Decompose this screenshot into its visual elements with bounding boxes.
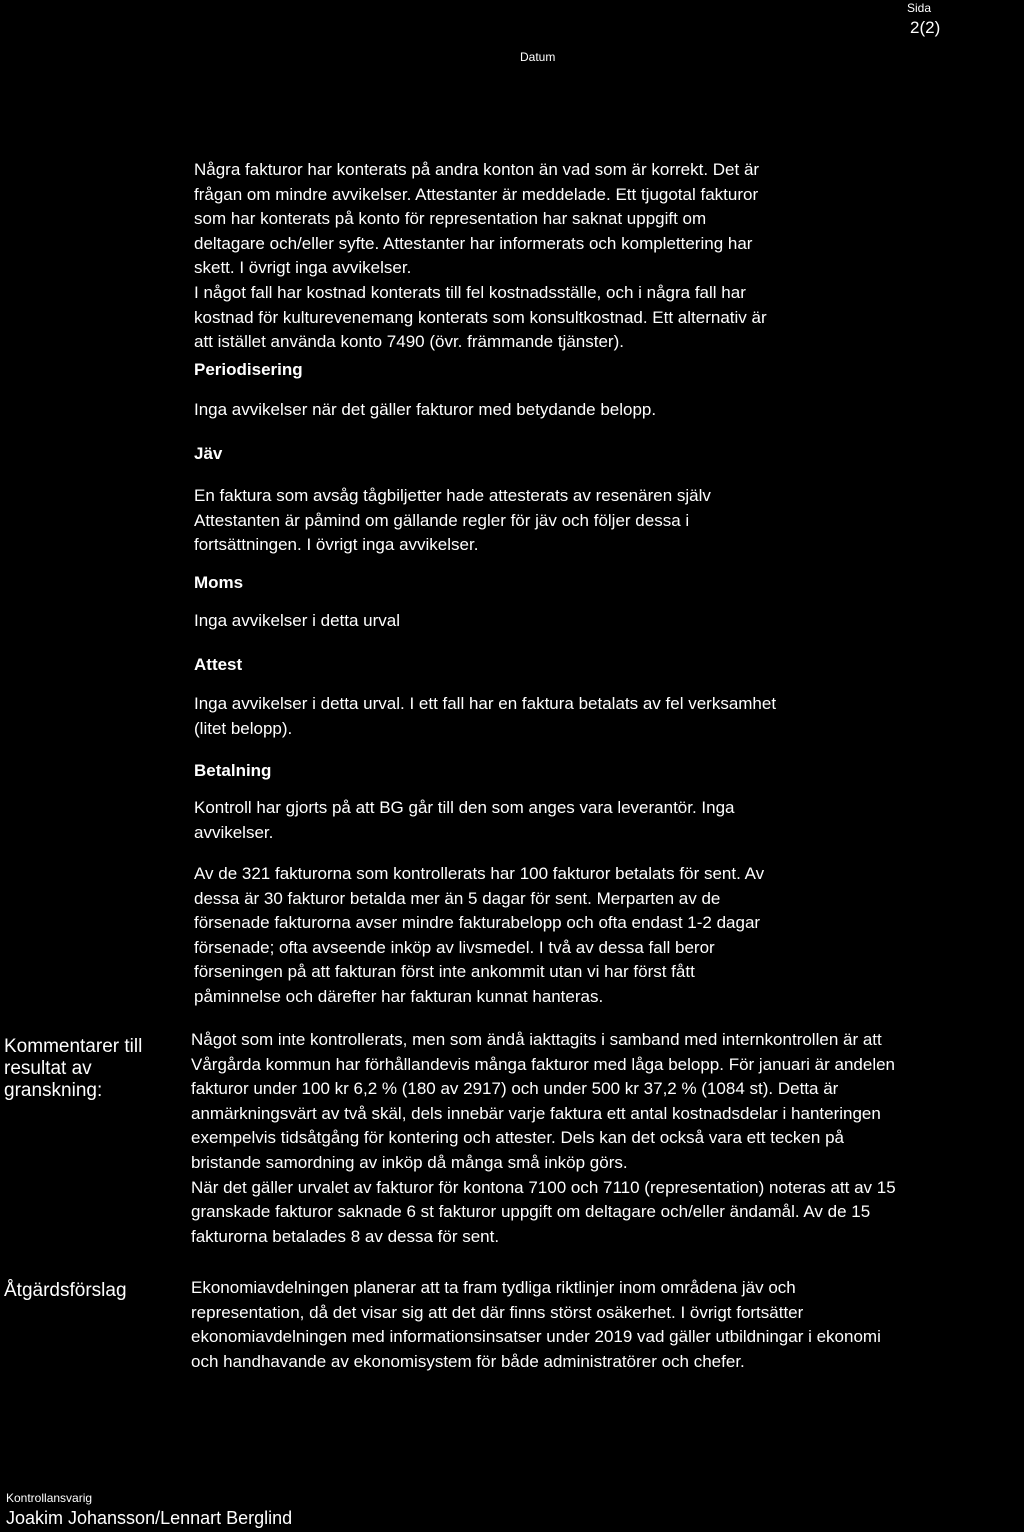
responsible-name: Joakim Johansson/Lennart Berglind: [6, 1508, 293, 1528]
attest-text: Inga avvikelser i detta urval. I ett fall har en faktura betalats av fel verksamhet (litet belopp).: [194, 694, 777, 738]
heading-periodisering: Periodisering: [194, 360, 303, 379]
periodisering-text: Inga avvikelser när det gäller fakturor med betydande belopp.: [194, 400, 657, 419]
betalning-text-2: Av de 321 fakturorna som kontrollerats har 100 fakturor betalats för sent. Av dessa är 30 fakturor betalda mer än 5 dagar för sent. Merparten av de försenade fakturorna avser mindre fakturabelopp och ofta endast 1-2 dagar försenade; ofta avseende inköp av livsmedel. I två av dessa fall beror förseningen på att fakturan först inte ankommit utan vi har först fått påminnelse och därefter har fakturan kunnat hanteras.: [194, 864, 765, 1006]
heading-attest: Attest: [194, 655, 243, 674]
page-label: Sida: [907, 1, 932, 15]
responsible-label: Kontrollansvarig: [6, 1491, 93, 1505]
page-number: 2(2): [910, 18, 941, 37]
heading-moms: Moms: [194, 573, 244, 592]
action-proposal-text: Ekonomiavdelningen planerar att ta fram tydliga riktlinjer inom områdena jäv och representation, då det visar sig att det där finns störst osäkerhet. I övrigt fortsätter ekonomiavdelningen med informationsinsatser under 2019 vad gäller utbildningar i ekonomi och handhavande av ekonomisystem för både administratörer och chefer.: [191, 1278, 881, 1371]
betalning-text-1: Kontroll har gjorts på att BG går till den som anges vara leverantör. Inga avvikelser.: [194, 798, 735, 842]
heading-jav: Jäv: [194, 444, 223, 463]
date-label: Datum: [520, 50, 556, 64]
intro-paragraph: Några fakturor har konterats på andra konton än vad som är korrekt. Det är frågan om mindre avvikelser. Attestanter är meddelade. Ett tjugotal fakturor som har konterats på konto för representation har saknat uppgift om deltagare och/eller syfte. Attestanter har informerats och komplettering har skett. I övrigt inga avvikelser. I något fall har kostnad konterats till fel kostnadsställe, och i några fall har kostnad för kulturevenemang konterats som konsultkostnad. Ett alternativ är att istället använda konto 7490 (övr. främmande tjänster).: [194, 160, 767, 352]
comments-label: Kommentarer till resultat av granskning:: [4, 1036, 143, 1101]
heading-betalning: Betalning: [194, 761, 272, 780]
action-proposal-label: Åtgärdsförslag: [4, 1280, 127, 1301]
moms-text: Inga avvikelser i detta urval: [194, 611, 400, 630]
jav-text: En faktura som avsåg tågbiljetter hade attesterats av resenären själv Attestanten är påmind om gällande regler för jäv och följer dessa i fortsättningen. I övrigt inga avvikelser.: [194, 486, 711, 555]
comments-text: Något som inte kontrollerats, men som ändå iakttagits i samband med internkontrollen är att Vårgårda kommun har förhållandevis många fakturor med låga belopp. För januari är andelen fakturor under 100 kr 6,2 % (180 av 2917) och under 500 kr 37,2 % (1084 st). Detta är anmärkningsvärt av två skäl, dels innebär varje faktura ett antal kostnadsdelar i hanteringen exempelvis tidsåtgång för kontering och attester. Dels kan det också vara ett tecken på bristande samordning av inköp då många små inköp görs. När det gäller urvalet av fakturor för kontona 7100 och 7110 (representation) noteras att av 15 granskade fakturor saknade 6 st fakturor uppgift om deltagare och/eller ändamål. Av de 15 fakturorna betalades 8 av dessa för sent.: [191, 1030, 896, 1246]
